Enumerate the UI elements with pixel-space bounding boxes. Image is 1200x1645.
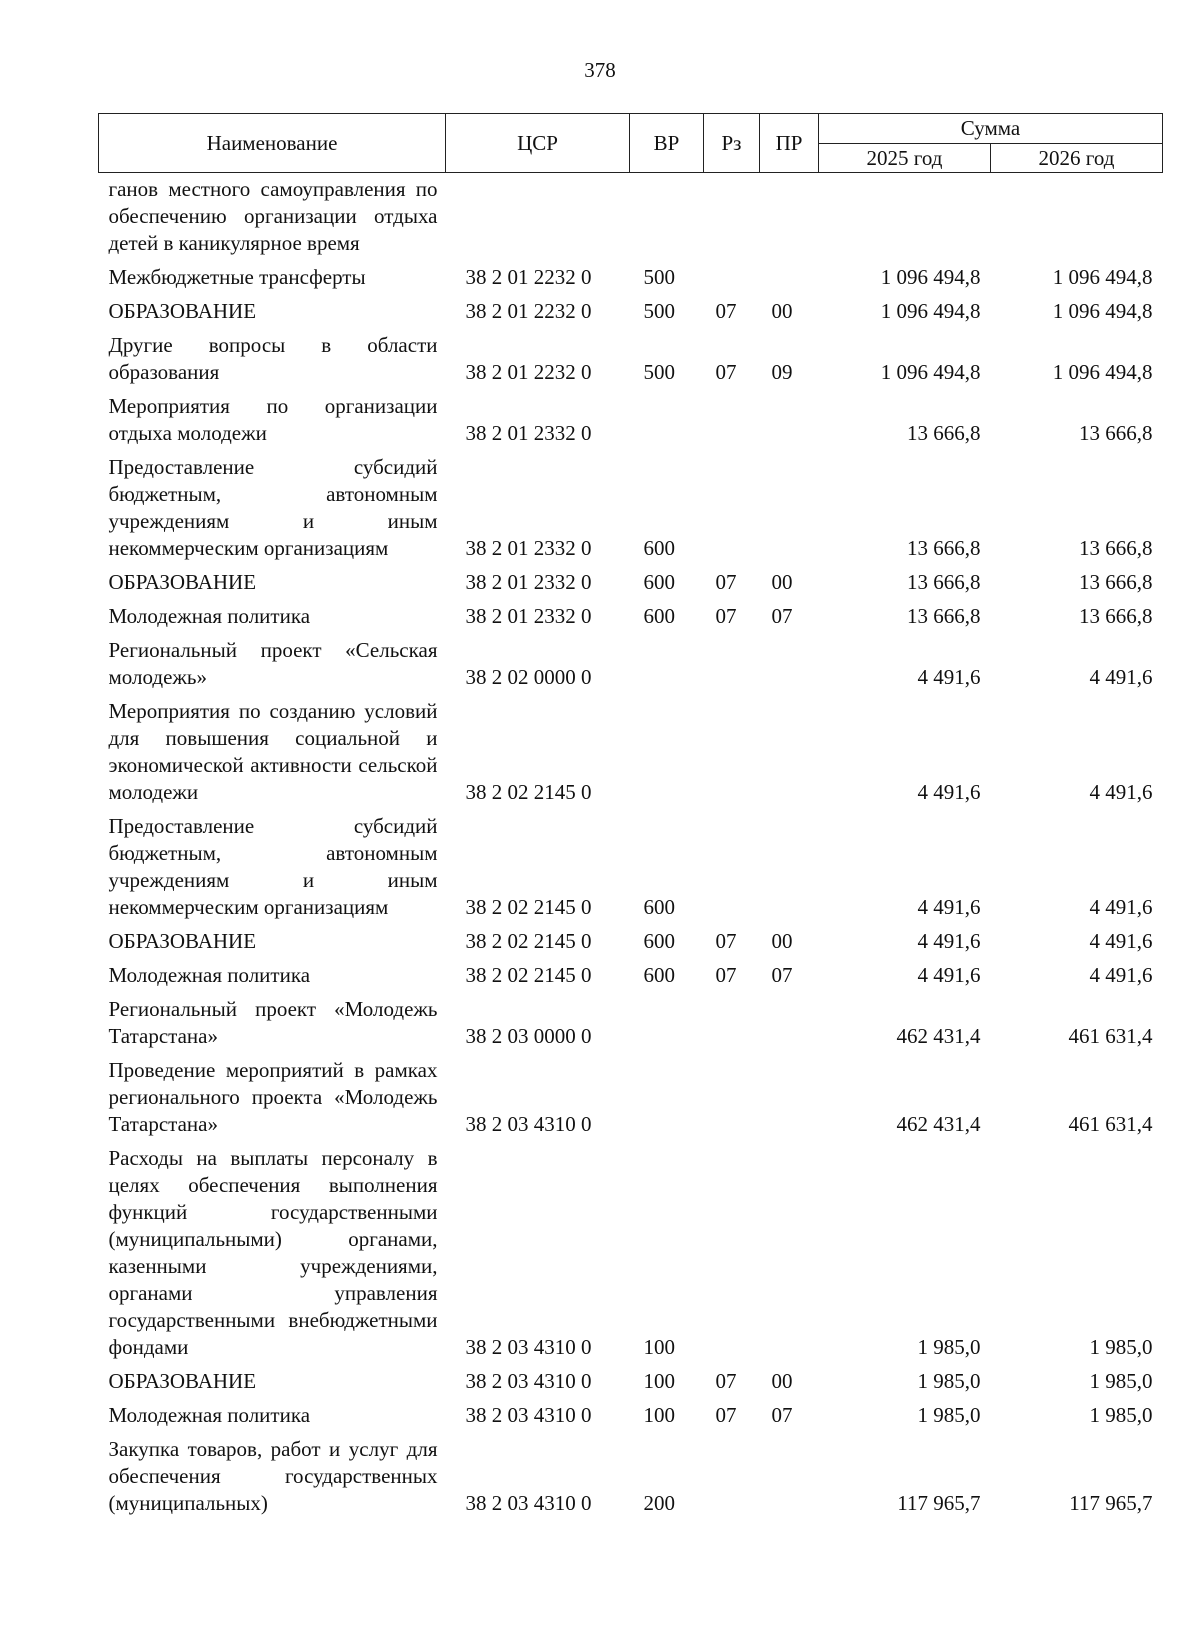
header-sum: Сумма bbox=[819, 114, 1163, 144]
row-rz bbox=[704, 634, 760, 695]
row-rz bbox=[704, 390, 760, 451]
row-sum-2026: 461 631,4 bbox=[1068, 1024, 1153, 1048]
row-csr: 38 2 02 0000 0 bbox=[465, 665, 592, 689]
row-csr: 38 2 03 4310 0 bbox=[465, 1369, 592, 1393]
row-pr bbox=[760, 451, 819, 566]
row-csr: 38 2 02 2145 0 bbox=[465, 780, 592, 804]
table-row bbox=[99, 1054, 1163, 1142]
table-row bbox=[99, 634, 1163, 695]
row-name: Проведение мероприятий в рамках регионального проекта «Молодежь Татарстана» bbox=[108, 1058, 438, 1136]
row-pr: 07 bbox=[771, 1403, 793, 1427]
row-csr bbox=[446, 173, 630, 262]
row-name: Мероприятия по созданию условий для повышения социальной и экономической активности сельской молодежи bbox=[108, 699, 438, 804]
table-row bbox=[99, 261, 1163, 295]
row-vr bbox=[630, 993, 704, 1054]
row-sum-2025: 4 491,6 bbox=[917, 963, 981, 987]
row-rz: 07 bbox=[715, 963, 737, 987]
row-sum-2026: 4 491,6 bbox=[1089, 929, 1153, 953]
page-number: 378 bbox=[584, 58, 616, 82]
table-row bbox=[99, 295, 1163, 329]
row-rz: 07 bbox=[715, 360, 737, 384]
row-rz: 07 bbox=[715, 1369, 737, 1393]
row-sum-2025: 1 096 494,8 bbox=[880, 360, 981, 384]
row-pr bbox=[760, 993, 819, 1054]
table-row bbox=[99, 566, 1163, 600]
row-sum-2026: 13 666,8 bbox=[1079, 604, 1153, 628]
row-name: ОБРАЗОВАНИЕ bbox=[108, 299, 257, 323]
table-row bbox=[99, 600, 1163, 634]
row-sum-2025: 1 985,0 bbox=[917, 1335, 981, 1359]
row-pr: 07 bbox=[771, 604, 793, 628]
row-pr: 00 bbox=[771, 570, 793, 594]
header-year-2026: 2026 год bbox=[991, 143, 1163, 173]
row-name: Другие вопросы в области образования bbox=[108, 333, 438, 384]
row-sum-2025: 13 666,8 bbox=[907, 570, 981, 594]
row-sum-2026: 1 985,0 bbox=[1089, 1369, 1153, 1393]
row-pr bbox=[760, 1054, 819, 1142]
row-rz bbox=[704, 695, 760, 810]
row-name: Региональный проект «Сельская молодежь» bbox=[108, 638, 438, 689]
row-vr: 600 bbox=[643, 963, 675, 987]
table-row bbox=[99, 810, 1163, 925]
row-rz: 07 bbox=[715, 604, 737, 628]
row-csr: 38 2 01 2332 0 bbox=[465, 570, 592, 594]
row-csr: 38 2 03 4310 0 bbox=[465, 1403, 592, 1427]
row-vr: 100 bbox=[643, 1403, 675, 1427]
row-sum-2026 bbox=[991, 173, 1163, 262]
row-csr: 38 2 03 4310 0 bbox=[465, 1335, 592, 1359]
table-row bbox=[99, 993, 1163, 1054]
row-pr: 00 bbox=[771, 929, 793, 953]
row-sum-2026: 4 491,6 bbox=[1089, 665, 1153, 689]
row-csr: 38 2 01 2332 0 bbox=[465, 604, 592, 628]
row-name: ганов местного самоуправления по обеспечению организации отдыха детей в каникулярное время bbox=[108, 177, 438, 255]
row-sum-2026: 13 666,8 bbox=[1079, 570, 1153, 594]
row-pr bbox=[760, 1433, 819, 1521]
row-rz: 07 bbox=[715, 1403, 737, 1427]
row-name: Расходы на выплаты персоналу в целях обеспечения выполнения функций государственными (муниципальными) органами, казенными учреждениями, органами управления государственными внебюджетными фондами bbox=[108, 1146, 438, 1359]
row-pr bbox=[760, 173, 819, 262]
row-pr bbox=[760, 695, 819, 810]
row-rz bbox=[704, 1142, 760, 1365]
row-sum-2026: 4 491,6 bbox=[1089, 895, 1153, 919]
row-name: Межбюджетные трансферты bbox=[108, 265, 366, 289]
row-vr bbox=[630, 1054, 704, 1142]
row-name: Молодежная политика bbox=[108, 1403, 311, 1427]
row-vr: 600 bbox=[643, 570, 675, 594]
row-sum-2026: 13 666,8 bbox=[1079, 536, 1153, 560]
row-name: Мероприятия по организации отдыха молодежи bbox=[108, 394, 438, 445]
table-row bbox=[99, 329, 1163, 390]
row-rz bbox=[704, 1433, 760, 1521]
row-sum-2026: 4 491,6 bbox=[1089, 780, 1153, 804]
row-pr: 07 bbox=[771, 963, 793, 987]
row-sum-2026: 1 096 494,8 bbox=[1052, 265, 1153, 289]
row-rz: 07 bbox=[715, 299, 737, 323]
row-sum-2025: 4 491,6 bbox=[917, 780, 981, 804]
row-vr bbox=[630, 173, 704, 262]
row-csr: 38 2 01 2332 0 bbox=[465, 421, 592, 445]
header-name: Наименование bbox=[99, 114, 446, 173]
row-sum-2025: 4 491,6 bbox=[917, 929, 981, 953]
budget-table bbox=[98, 113, 1163, 1521]
row-pr bbox=[760, 261, 819, 295]
row-sum-2025: 117 965,7 bbox=[897, 1491, 981, 1515]
row-name: Предоставление субсидий бюджетным, автономным учреждениям и иным некоммерческим организациям bbox=[108, 455, 438, 560]
row-name: Региональный проект «Молодежь Татарстана» bbox=[108, 997, 438, 1048]
row-sum-2025: 13 666,8 bbox=[907, 536, 981, 560]
row-name: ОБРАЗОВАНИЕ bbox=[108, 570, 257, 594]
row-vr bbox=[630, 634, 704, 695]
row-sum-2026: 461 631,4 bbox=[1068, 1112, 1153, 1136]
row-sum-2025: 462 431,4 bbox=[896, 1024, 981, 1048]
row-sum-2025 bbox=[819, 173, 991, 262]
row-csr: 38 2 03 4310 0 bbox=[465, 1491, 592, 1515]
row-sum-2026: 1 985,0 bbox=[1089, 1335, 1153, 1359]
row-name: Молодежная политика bbox=[108, 963, 311, 987]
row-pr bbox=[760, 390, 819, 451]
row-vr: 600 bbox=[643, 536, 675, 560]
row-vr bbox=[630, 390, 704, 451]
row-rz: 07 bbox=[715, 929, 737, 953]
row-vr: 600 bbox=[643, 604, 675, 628]
row-rz bbox=[704, 810, 760, 925]
row-pr: 00 bbox=[771, 1369, 793, 1393]
row-name: ОБРАЗОВАНИЕ bbox=[108, 929, 257, 953]
row-csr: 38 2 03 4310 0 bbox=[465, 1112, 592, 1136]
row-vr: 500 bbox=[643, 299, 675, 323]
row-csr: 38 2 02 2145 0 bbox=[465, 929, 592, 953]
row-sum-2026: 1 985,0 bbox=[1089, 1403, 1153, 1427]
row-sum-2025: 4 491,6 bbox=[917, 895, 981, 919]
row-csr: 38 2 01 2232 0 bbox=[465, 360, 592, 384]
row-vr: 100 bbox=[643, 1369, 675, 1393]
row-csr: 38 2 01 2232 0 bbox=[465, 299, 592, 323]
row-sum-2025: 1 985,0 bbox=[917, 1369, 981, 1393]
row-rz bbox=[704, 173, 760, 262]
table-header bbox=[99, 114, 1163, 173]
row-name: ОБРАЗОВАНИЕ bbox=[108, 1369, 257, 1393]
row-vr: 600 bbox=[643, 929, 675, 953]
row-csr: 38 2 02 2145 0 bbox=[465, 963, 592, 987]
row-pr bbox=[760, 1142, 819, 1365]
row-csr: 38 2 02 2145 0 bbox=[465, 895, 592, 919]
row-sum-2026: 117 965,7 bbox=[1069, 1491, 1153, 1515]
row-vr: 100 bbox=[643, 1335, 675, 1359]
row-sum-2025: 1 096 494,8 bbox=[880, 265, 981, 289]
row-sum-2026: 1 096 494,8 bbox=[1052, 299, 1153, 323]
header-rz: Рз bbox=[704, 114, 760, 173]
row-rz bbox=[704, 261, 760, 295]
row-rz: 07 bbox=[715, 570, 737, 594]
row-sum-2025: 4 491,6 bbox=[917, 665, 981, 689]
row-pr: 09 bbox=[771, 360, 793, 384]
row-csr: 38 2 01 2332 0 bbox=[465, 536, 592, 560]
header-csr: ЦСР bbox=[446, 114, 630, 173]
table-row bbox=[99, 1142, 1163, 1365]
header-year-2025: 2025 год bbox=[819, 143, 991, 173]
row-vr: 500 bbox=[643, 360, 675, 384]
row-sum-2025: 13 666,8 bbox=[907, 604, 981, 628]
table-row bbox=[99, 173, 1163, 262]
row-pr: 00 bbox=[771, 299, 793, 323]
row-csr: 38 2 01 2232 0 bbox=[465, 265, 592, 289]
row-sum-2025: 1 096 494,8 bbox=[880, 299, 981, 323]
table-row bbox=[99, 925, 1163, 959]
row-name: Предоставление субсидий бюджетным, автономным учреждениям и иным некоммерческим организациям bbox=[108, 814, 438, 919]
row-vr: 200 bbox=[643, 1491, 675, 1515]
row-pr bbox=[760, 634, 819, 695]
header-vr: ВР bbox=[630, 114, 704, 173]
table-row bbox=[99, 959, 1163, 993]
row-vr bbox=[630, 695, 704, 810]
row-sum-2026: 1 096 494,8 bbox=[1052, 360, 1153, 384]
row-sum-2025: 462 431,4 bbox=[896, 1112, 981, 1136]
row-name: Молодежная политика bbox=[108, 604, 311, 628]
table-row bbox=[99, 695, 1163, 810]
row-vr: 500 bbox=[643, 265, 675, 289]
row-sum-2025: 1 985,0 bbox=[917, 1403, 981, 1427]
row-csr: 38 2 03 0000 0 bbox=[465, 1024, 592, 1048]
table-row bbox=[99, 1399, 1163, 1433]
header-pr: ПР bbox=[760, 114, 819, 173]
table-body bbox=[99, 173, 1163, 1522]
row-sum-2026: 13 666,8 bbox=[1079, 421, 1153, 445]
table-row bbox=[99, 1433, 1163, 1521]
row-rz bbox=[704, 1054, 760, 1142]
table-row bbox=[99, 1365, 1163, 1399]
row-vr: 600 bbox=[643, 895, 675, 919]
row-rz bbox=[704, 993, 760, 1054]
row-pr bbox=[760, 810, 819, 925]
table-row bbox=[99, 390, 1163, 451]
table-row bbox=[99, 451, 1163, 566]
row-rz bbox=[704, 451, 760, 566]
row-sum-2026: 4 491,6 bbox=[1089, 963, 1153, 987]
row-sum-2025: 13 666,8 bbox=[907, 421, 981, 445]
row-name: Закупка товаров, работ и услуг для обеспечения государственных (муниципальных) bbox=[108, 1437, 438, 1515]
